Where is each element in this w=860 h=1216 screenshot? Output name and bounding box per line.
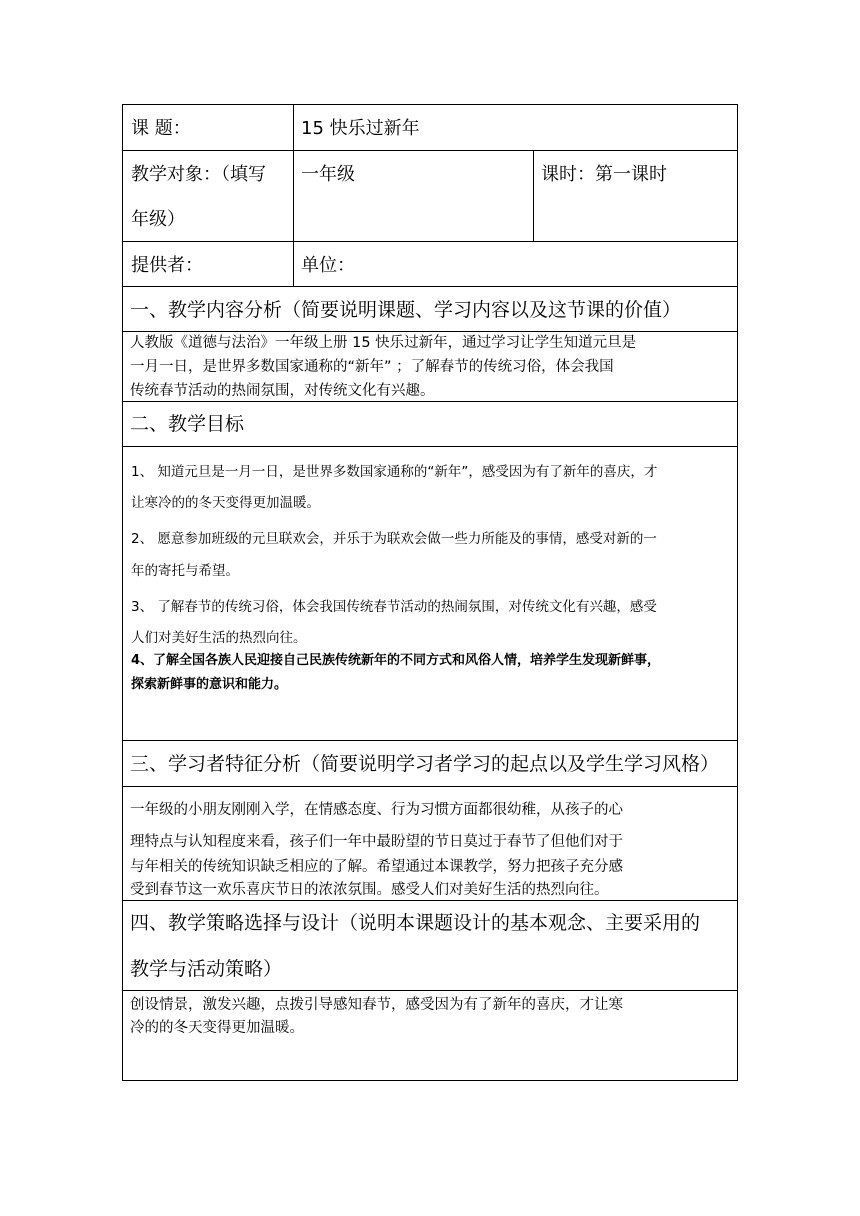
row-divider: [123, 150, 737, 151]
objective-line: 3、 了解春节的传统习俗，体会我国传统春节活动的热闹氛围，对传统文化有兴趣，感受: [131, 599, 657, 615]
objective-line: 人们对美好生活的热烈向往。: [131, 630, 307, 646]
row-divider: [123, 286, 737, 287]
provider-label: 提供者：: [131, 255, 203, 276]
objective-line: 让寒冷的的冬天变得更加温暖。: [131, 495, 320, 511]
row-divider: [123, 241, 737, 242]
learner-analysis-line: 与年相关的传统知识缺乏相应的了解。希望通过本课教学，努力把孩子充分感: [130, 859, 623, 875]
audience-label: 教学对象：（填写: [131, 164, 266, 185]
objectives-heading: 二、教学目标: [130, 413, 245, 435]
unit-label: 单位：: [301, 255, 355, 276]
row-divider: [123, 740, 737, 741]
content-analysis-heading: 一、教学内容分析（简要说明课题、学习内容以及这节课的价值）: [130, 299, 682, 321]
objective-line: 年的寄托与希望。: [131, 563, 239, 579]
audience-value: 一年级: [301, 164, 355, 185]
row-divider: [123, 900, 737, 901]
objective-line: 1、 知道元旦是一月一日，是世界多数国家通称的“新年”，感受因为有了新年的喜庆，才: [131, 464, 658, 480]
learner-analysis-line: 理特点与认知程度来看，孩子们一年中最盼望的节日莫过于春节了但他们对于: [130, 834, 623, 850]
topic-label: 课 题：: [131, 118, 191, 139]
learner-analysis-line: 受到春节这一欢乐喜庆节日的浓浓氛围。感受人们对美好生活的热烈向往。: [130, 882, 609, 898]
period-label: 课时：第一课时: [541, 164, 667, 185]
row-divider: [123, 786, 737, 787]
strategy-heading: 四、教学策略选择与设计（说明本课题设计的基本观念、主要采用的: [130, 912, 701, 934]
strategy-line: 冷的的冬天变得更加温暖。: [130, 1020, 304, 1036]
strategy-line: 创设情景，激发兴趣，点拨引导感知春节，感受因为有了新年的喜庆，才让寒: [130, 997, 623, 1013]
topic-value: 15 快乐过新年: [301, 118, 420, 139]
content-analysis-line: 一月一日，是世界多数国家通称的“新年” ；了解春节的传统习俗，体会我国: [130, 359, 614, 375]
audience-label-cont: 年级）: [131, 209, 185, 230]
objective-line: 探索新鲜事的意识和能力。: [131, 677, 288, 692]
learner-analysis-line: 一年级的小朋友刚刚入学，在情感态度、行为习惯方面都很幼稚，从孩子的心: [130, 802, 623, 818]
row-divider: [123, 401, 737, 402]
column-divider: [533, 150, 534, 241]
content-analysis-line: 传统春节活动的热闹氛围，对传统文化有兴趣。: [130, 383, 435, 399]
objective-line: 4、了解全国各族人民迎接自己民族传统新年的不同方式和风俗人情，培养学生发现新鲜事，: [131, 653, 661, 668]
objective-line: 2、 愿意参加班级的元旦联欢会，并乐于为联欢会做一些力所能及的事情，感受对新的一: [131, 531, 657, 547]
strategy-heading-cont: 教学与活动策略）: [130, 958, 283, 980]
learner-analysis-heading: 三、学习者特征分析（简要说明学习者学习的起点以及学生学习风格）: [130, 753, 720, 775]
row-divider: [123, 990, 737, 991]
column-divider: [293, 105, 294, 286]
content-analysis-line: 人教版《道德与法治》一年级上册 15 快乐过新年，通过学习让学生知道元旦是: [130, 335, 637, 351]
lesson-plan-table: [122, 104, 738, 1081]
row-divider: [123, 446, 737, 447]
row-divider: [123, 331, 737, 332]
